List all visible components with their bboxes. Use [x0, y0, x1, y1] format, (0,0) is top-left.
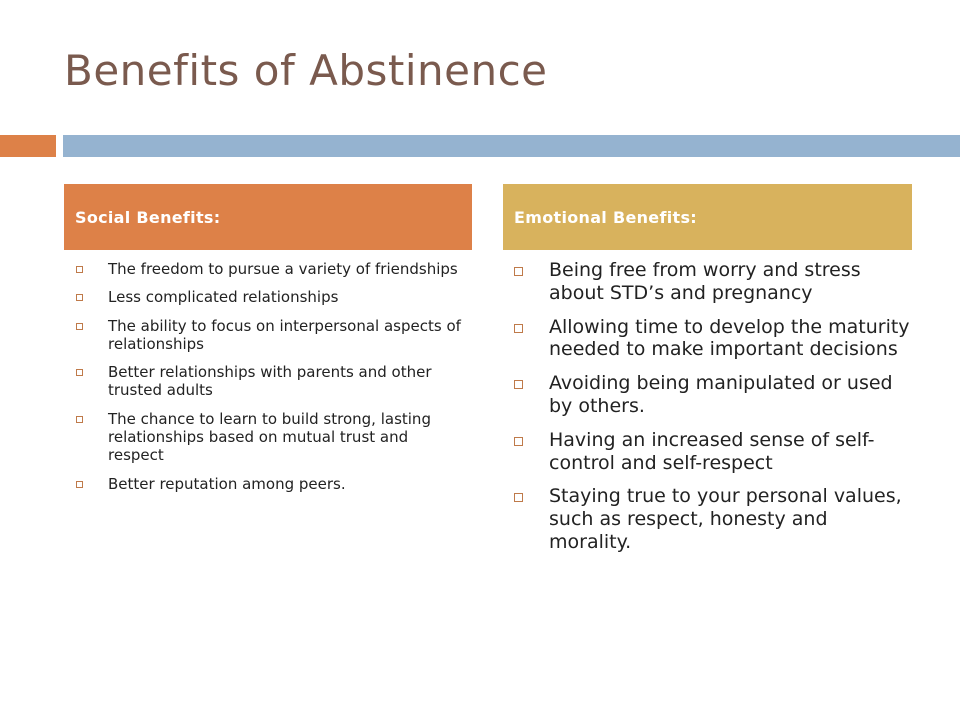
list-item-text: The chance to learn to build strong, lasting relationships based on mutual trust and respect	[108, 409, 431, 465]
list-item	[514, 485, 912, 553]
list-item	[76, 475, 466, 493]
square-bullet-icon	[76, 369, 83, 376]
square-bullet-icon	[514, 437, 523, 446]
square-bullet-icon	[76, 266, 83, 273]
list-item-text: The freedom to pursue a variety of friendships	[108, 260, 458, 278]
square-bullet-icon	[514, 267, 523, 276]
list-item	[76, 260, 466, 278]
list-item-text: Less complicated relationships	[108, 288, 339, 307]
square-bullet-icon	[514, 324, 523, 333]
accent-bar-orange	[0, 135, 56, 157]
list-item-text: Having an increased sense of self-control and self-respect	[549, 428, 875, 474]
square-bullet-icon	[76, 481, 83, 488]
square-bullet-icon	[76, 416, 83, 423]
list-item-text: The ability to focus on interpersonal aspects of relationships	[108, 316, 461, 353]
list-item-text: Better reputation among peers.	[108, 474, 346, 493]
list-item-text: Staying true to your personal values, such as respect, honesty and morality.	[549, 485, 902, 553]
list-item	[514, 372, 912, 418]
list-item	[76, 317, 466, 354]
social-benefits-header: Social Benefits:	[64, 184, 472, 250]
list-item-text: Allowing time to develop the maturity needed to make important decisions	[549, 315, 910, 361]
list-item	[514, 429, 912, 475]
list-item-text: Better relationships with parents and other trusted adults	[108, 363, 432, 400]
emotional-benefits-list	[514, 259, 912, 565]
list-item	[76, 363, 466, 400]
accent-bar-blue	[63, 135, 960, 157]
square-bullet-icon	[514, 493, 523, 502]
list-item-text: Being free from worry and stress about STD’s and pregnancy	[549, 259, 861, 304]
list-item	[514, 316, 912, 362]
square-bullet-icon	[76, 323, 83, 330]
list-item-text: Avoiding being manipulated or used by others.	[549, 372, 893, 417]
list-item	[76, 288, 466, 306]
list-item	[514, 259, 912, 305]
emotional-benefits-header: Emotional Benefits:	[503, 184, 912, 250]
list-item	[76, 410, 466, 465]
social-benefits-list	[76, 260, 466, 503]
square-bullet-icon	[514, 380, 523, 389]
slide-title: Benefits of Abstinence	[64, 46, 548, 95]
square-bullet-icon	[76, 294, 83, 301]
